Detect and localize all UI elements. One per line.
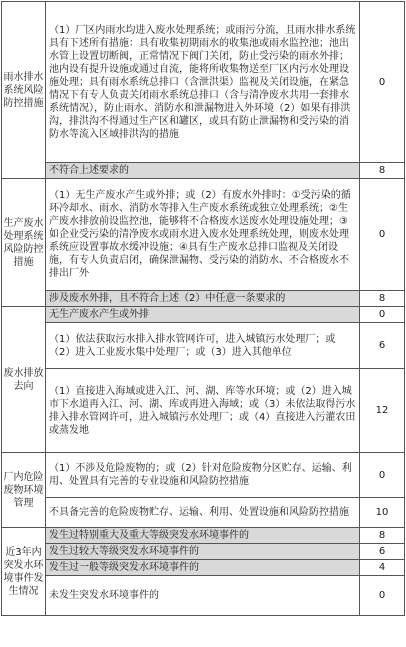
table-row bbox=[2, 369, 405, 453]
criteria-cell: （1）直接进入海域或进入江、河、湖、库等水环境；或（2）进入城市下水道再入江、河、湖、库或再进入海域；或（3）未依法取得污水排入排水管网许可，进入城镇污水处理厂；或（4）直接进入污灌农田或蒸发地 bbox=[46, 369, 360, 453]
table-row bbox=[2, 291, 405, 307]
criteria-cell: 发生过较大等级突发水环境事件的 bbox=[46, 544, 360, 560]
criteria-cell: （1）依法获取污水排入排水管网许可，进入城镇污水处理厂；或（2）进入工业废水集中处理厂；或（3）进入其他单位 bbox=[46, 323, 360, 369]
criteria-cell: 不符合上述要求的 bbox=[46, 163, 360, 179]
score-cell: 12 bbox=[360, 369, 405, 453]
table-row bbox=[2, 307, 405, 323]
score-cell: 0 bbox=[360, 2, 405, 163]
table-row bbox=[2, 453, 405, 498]
criteria-cell: 涉及废水外排，且不符合上述（2）中任意一条要求的 bbox=[46, 291, 360, 307]
table-row bbox=[2, 163, 405, 179]
score-cell: 6 bbox=[360, 544, 405, 560]
table-row bbox=[2, 528, 405, 544]
category-cell-discharge-destination: 废水排放去向 bbox=[2, 307, 46, 453]
criteria-cell: 发生过一般等级突发水环境事件的 bbox=[46, 560, 360, 576]
table-row bbox=[2, 2, 405, 163]
table-row bbox=[2, 179, 405, 291]
criteria-cell: 未发生突发水环境事件的 bbox=[46, 576, 360, 616]
category-cell-incident-history: 近3年内突发水环境事件发生情况 bbox=[2, 528, 46, 616]
criteria-cell: 不具备完善的危险废物贮存、运输、利用、处置设施和风险防控措施 bbox=[46, 498, 360, 528]
category-cell-rainwater: 雨水排水系统风险防控措施 bbox=[2, 2, 46, 179]
score-cell: 0 bbox=[360, 576, 405, 616]
score-cell: 8 bbox=[360, 291, 405, 307]
criteria-cell: 无生产废水产生或外排 bbox=[46, 307, 360, 323]
score-cell: 4 bbox=[360, 560, 405, 576]
score-cell: 8 bbox=[360, 163, 405, 179]
criteria-cell: 发生过特别重大及重大等级突发水环境事件的 bbox=[46, 528, 360, 544]
table-row bbox=[2, 544, 405, 560]
score-cell: 0 bbox=[360, 179, 405, 291]
criteria-cell: （1）不涉及危险废物的；或（2）针对危险废物分区贮存、运输、利用、处置具有完善的专业设施和风险防控措施 bbox=[46, 453, 360, 498]
table-row bbox=[2, 576, 405, 616]
score-cell: 8 bbox=[360, 528, 405, 544]
score-cell: 6 bbox=[360, 323, 405, 369]
table-row bbox=[2, 323, 405, 369]
category-cell-hazardous-waste: 厂内危险废物环境管理 bbox=[2, 453, 46, 528]
category-cell-wastewater-treatment: 生产废水处理系统风险防控措施 bbox=[2, 179, 46, 307]
table-row bbox=[2, 498, 405, 528]
criteria-cell: （1）无生产废水产生或外排；或（2）有废水外排时：①受污染的循环冷却水、雨水、消防水等排入生产废水系统或独立处理系统；②生产废水排放前设监控池，能够将不合格废水送废水处理设施处理；③如企业受污染的清净废水或雨水进入废水处理系统处理，则废水处理系统应设置事故水缓冲设施；④具有生产废水总排口监视及关闭设施，有专人负责启闭，确保泄漏物、受污染的消防水、不合格废水不排出厂外 bbox=[46, 179, 360, 291]
table-row bbox=[2, 560, 405, 576]
score-cell: 0 bbox=[360, 307, 405, 323]
score-cell: 10 bbox=[360, 498, 405, 528]
risk-assessment-table bbox=[1, 1, 405, 616]
score-cell: 0 bbox=[360, 453, 405, 498]
criteria-cell: （1）厂区内雨水均进入废水处理系统；或雨污分流，且雨水排水系统具有下述所有措施：具有收集初期雨水的收集池或雨水监控池；池出水管上设置切断阀，正常情况下阀门关闭，防止受污染的雨水外排；池内设有提升设施或通过自流，能将所收集物送至厂区内污水处理设施处理；具有雨水系统总排口（含泄洪渠）监视及关闭设施，在紧急情况下有专人负责关闭雨水系统总排口（含与清净废水共用一套排水系统情况），防止雨水、消防水和泄漏物进入外环境（2）如果有排洪沟，排洪沟不得通过生产区和罐区，或具有防止泄漏物和受污染的消防水等流入区域排洪沟的措施 bbox=[46, 2, 360, 163]
